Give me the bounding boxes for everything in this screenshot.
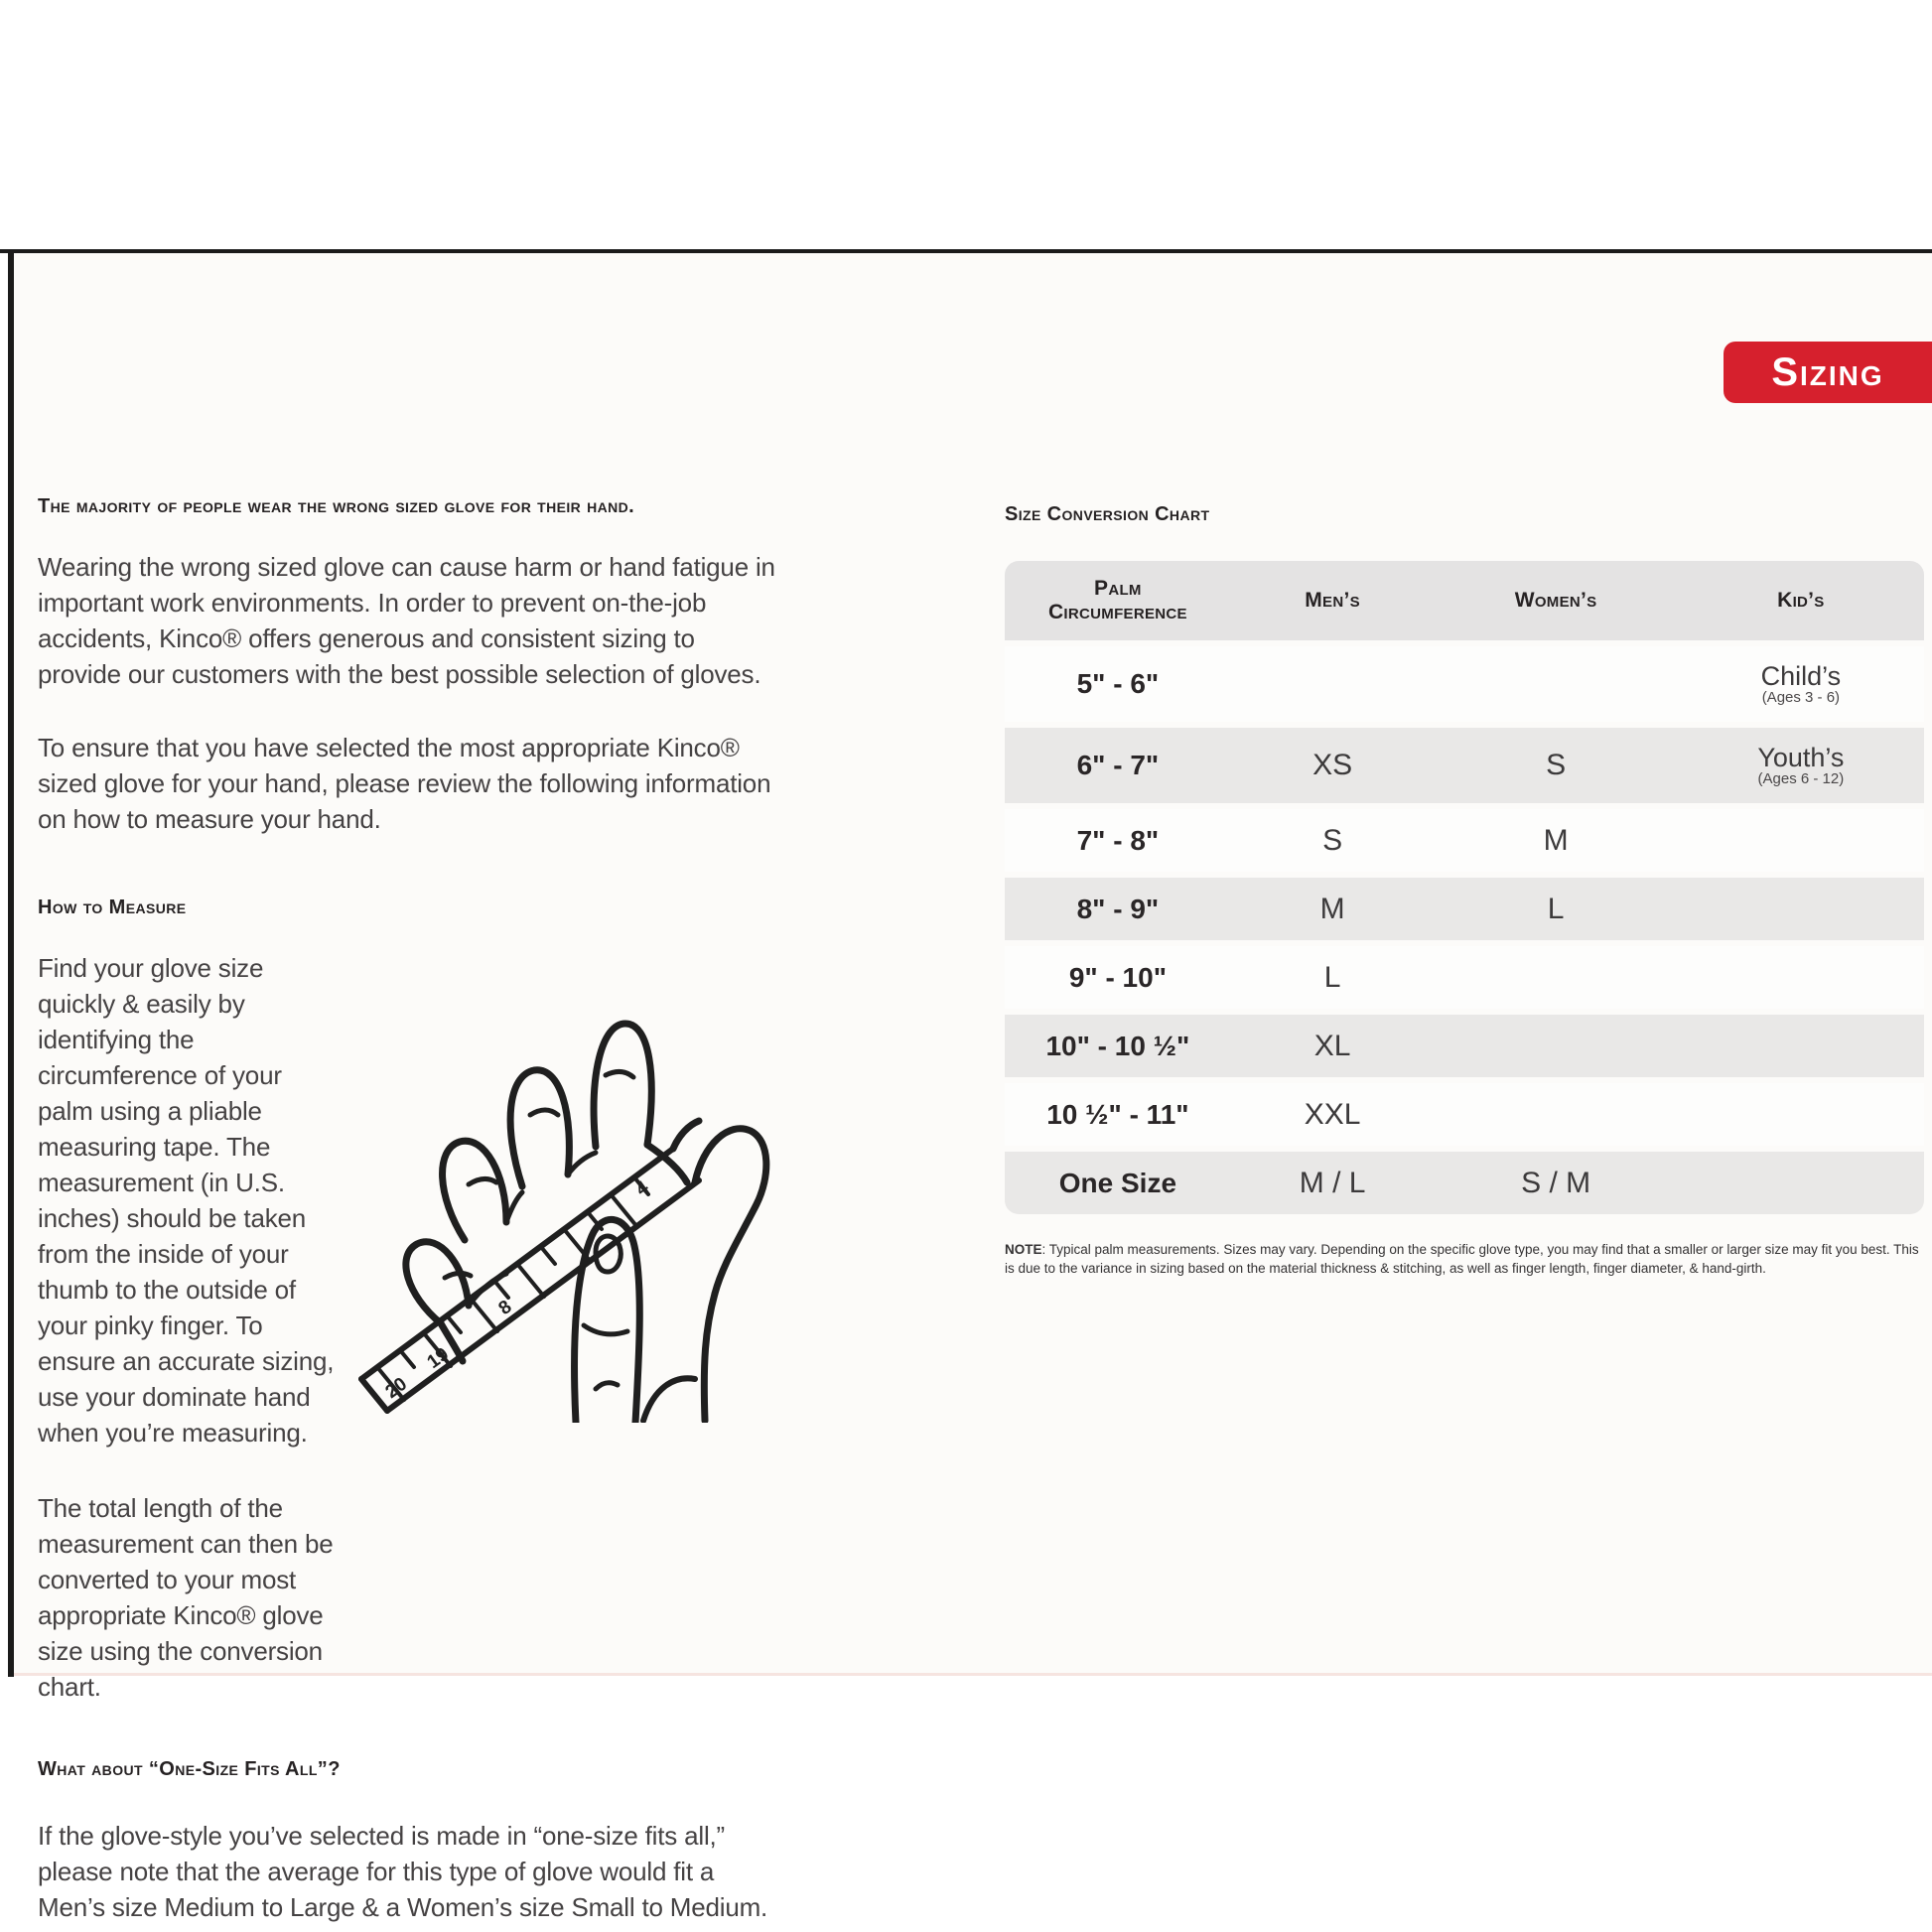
measure-section: [38, 950, 782, 1705]
palm-cell: One Size: [1058, 1167, 1177, 1198]
header-kids: Kid’s: [1777, 589, 1825, 612]
womens-cell: S / M: [1521, 1166, 1591, 1199]
tape-number: 8: [494, 1296, 516, 1320]
intro-heading: The majority of people wear the wrong sized glove for their hand.: [38, 495, 635, 517]
womens-cell: M: [1543, 823, 1569, 857]
womens-cell: L: [1547, 892, 1565, 925]
measure-paragraph-2: The total length of the measurement can then be converted to your most appropriate Kinco® glove size using the conversion chart.: [38, 1493, 334, 1702]
table-row: [1005, 646, 1924, 722]
mens-cell: L: [1323, 960, 1341, 994]
palm-cell: 10 ½" - 11": [1046, 1098, 1189, 1130]
table-row: [1005, 1152, 1924, 1214]
palm-cell: 5" - 6": [1076, 668, 1160, 699]
palm-cell: 8" - 9": [1076, 893, 1160, 924]
mens-cell: M: [1319, 892, 1345, 925]
intro-paragraph-1: Wearing the wrong sized glove can cause harm or hand fatigue in important work environments. In order to prevent on-the-job accidents, Kinco® offers generous and consistent sizing to provide our customers with the best possible selection of gloves.: [38, 552, 775, 689]
table-note: [1005, 1240, 1924, 1278]
header-womens: Women’s: [1514, 589, 1597, 612]
header-mens: Men’s: [1305, 589, 1360, 612]
palm-cell: 7" - 8": [1076, 824, 1160, 856]
palm-cell: 9" - 10": [1068, 961, 1167, 993]
tape-number: 4: [631, 1176, 653, 1201]
measure-paragraph-1: Find your glove size quickly & easily by identifying the circumference of your palm using a pliable measuring tape. The measurement (in U.S. inches) should be taken from the inside of your thumb to the outside of your pinky finger. To ensure an accurate sizing, use your dominate hand when you’re measuring.: [38, 953, 335, 1448]
mens-cell: XS: [1312, 749, 1353, 781]
table-row: [1005, 1083, 1924, 1146]
intro-column: [38, 493, 782, 1925]
palm-cell: 10" - 10 ½": [1045, 1030, 1190, 1061]
palm-cell: 6" - 7": [1076, 750, 1160, 780]
hand-measuring-illustration: [345, 936, 782, 1423]
table-row: [1005, 946, 1924, 1009]
mens-cell: XXL: [1304, 1097, 1361, 1131]
intro-paragraph-2: To ensure that you have selected the most appropriate Kinco® sized glove for your hand, please review the following information on how to measure your hand.: [38, 733, 771, 834]
mens-cell: XL: [1313, 1029, 1351, 1062]
sizing-badge: [1724, 342, 1932, 403]
chart-column: [1005, 501, 1924, 1278]
measure-text: [38, 950, 344, 1705]
kids-age-range: (Ages 3 - 6): [1761, 688, 1841, 706]
table-row: [1005, 809, 1924, 872]
kids-age-range: (Ages 6 - 12): [1757, 769, 1845, 787]
kids-cell: Child’s (Ages 3 - 6): [1678, 663, 1924, 706]
mens-cell: M / L: [1299, 1166, 1366, 1199]
header-palm-circumference: Palm Circumference: [1047, 577, 1187, 623]
sizing-badge-label: Sizing: [1771, 349, 1884, 394]
table-row: [1005, 878, 1924, 940]
size-conversion-table: [1005, 561, 1924, 1214]
tape-number: 20: [381, 1373, 412, 1404]
how-to-measure-heading: How to Measure: [38, 897, 187, 918]
note-text: : Typical palm measurements. Sizes may vary. Depending on the specific glove type, you may find that a smaller or larger size may fit you best. This is due to the variance in sizing based on the material thickness & stitching, as well as finger length, finger diameter, & hand-girth.: [1005, 1242, 1919, 1276]
mens-cell: S: [1322, 823, 1343, 857]
womens-cell: S: [1546, 749, 1567, 781]
chart-heading: Size Conversion Chart: [1005, 503, 1210, 525]
table-row: [1005, 1015, 1924, 1077]
table-header-row: [1005, 561, 1924, 640]
kids-cell: Youth’s (Ages 6 - 12): [1678, 745, 1924, 787]
table-row: [1005, 728, 1924, 803]
one-size-heading: What about “One-Size Fits All”?: [38, 1758, 341, 1780]
note-label: NOTE: [1005, 1242, 1042, 1257]
tape-number: 19: [423, 1343, 454, 1374]
one-size-paragraph: If the glove-style you’ve selected is made in “one-size fits all,” please note that the average for this type of glove would fit a Men’s size Medium to Large & a Women’s size Small to Medium.: [38, 1821, 768, 1922]
